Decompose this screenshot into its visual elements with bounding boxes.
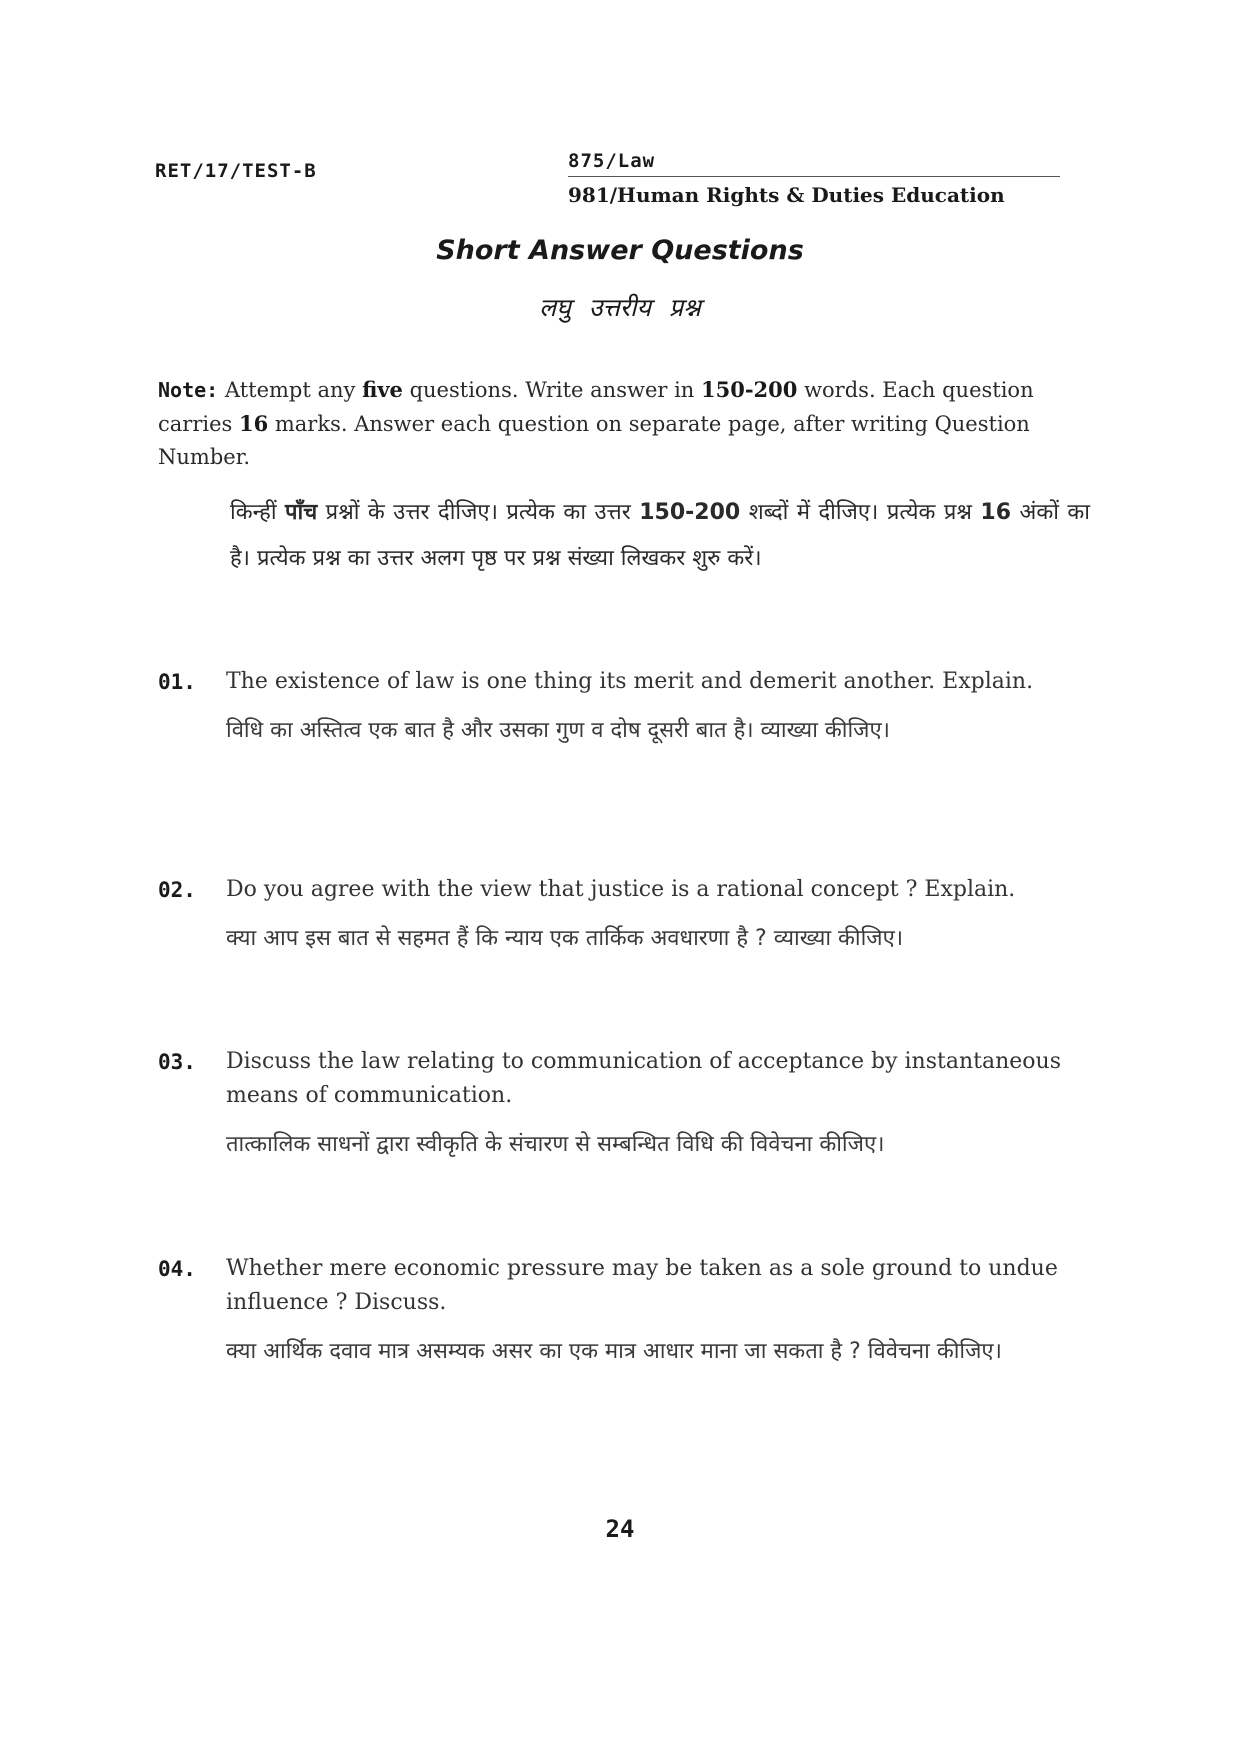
subject-code-law: 875/Law — [568, 150, 1060, 177]
question-4-english: Whether mere economic pressure may be taken as a sole ground to undue influence ? Discuss. — [226, 1256, 1058, 1315]
note-hindi-text-2: प्रश्नों के उत्तर दीजिए। प्रत्येक का उत्तर — [317, 500, 640, 525]
note-hindi-emphasis-five: पाँच — [285, 500, 318, 525]
question-2-english: Do you agree with the view that justice is a rational concept ? Explain. — [226, 877, 1016, 902]
note-hindi-text-1: किन्हीं — [230, 500, 286, 525]
note-text-3: words. Each question carries — [158, 378, 1034, 436]
note-text-4: marks. Answer each question on separate page, after writing Question Number. — [158, 412, 1030, 469]
note-english — [158, 373, 1088, 474]
question-3-english: Discuss the law relating to communication of acceptance by instantaneous means of communication. — [226, 1049, 1061, 1108]
note-hindi-emphasis-words: 150-200 — [639, 500, 741, 525]
question-1-english: The existence of law is one thing its merit and demerit another. Explain. — [226, 669, 1034, 694]
note-hindi-text-4: अंकों का है। प्रत्येक प्रश्न का उत्तर अलग पृष्ठ पर प्रश्न संख्या लिखकर शुरु करें। — [230, 500, 1090, 571]
question-2-number: 02. — [158, 878, 196, 902]
question-3-number: 03. — [158, 1050, 196, 1074]
note-hindi-emphasis-marks: 16 — [980, 500, 1012, 525]
question-3-hindi: तात्कालिक साधनों द्वारा स्वीकृति के संचारण से सम्बन्धित विधि की विवेचना कीजिए। — [226, 1132, 885, 1157]
question-3 — [158, 1045, 1088, 1167]
note-hindi-text-3: शब्दों में दीजिए। प्रत्येक प्रश्न — [740, 500, 981, 525]
question-4-hindi: क्या आर्थिक दवाव मात्र असम्यक असर का एक मात्र आधार माना जा सकता है ? विवेचना कीजिए। — [226, 1339, 1002, 1364]
question-4-english-block — [158, 1252, 1088, 1320]
note-label: Note: — [158, 378, 219, 402]
note-text-1: Attempt any — [218, 378, 363, 402]
exam-code: RET/17/TEST-B — [155, 160, 317, 182]
question-1-hindi: विधि का अस्तित्व एक बात है और उसका गुण व दोष दूसरी बात है। व्याख्या कीजिए। — [226, 718, 891, 743]
section-title: Short Answer Questions — [436, 235, 804, 266]
subject-header — [568, 150, 1068, 207]
question-1-english-block — [158, 665, 1088, 699]
question-4-number: 04. — [158, 1257, 196, 1281]
question-2-english-block — [158, 873, 1088, 907]
page-number: 24 — [605, 1515, 635, 1543]
question-3-english-block — [158, 1045, 1088, 1113]
note-emphasis-marks: 16 — [238, 411, 269, 436]
subject-code-human-rights: 981/Human Rights & Duties Education — [568, 183, 1005, 207]
question-1-number: 01. — [158, 670, 196, 694]
note-emphasis-five: five — [362, 377, 403, 402]
note-text-2: questions. Write answer in — [402, 378, 701, 402]
note-hindi — [230, 490, 1090, 582]
question-1 — [158, 665, 1088, 753]
question-2-hindi: क्या आप इस बात से सहमत हैं कि न्याय एक तार्किक अवधारणा है ? व्याख्या कीजिए। — [226, 926, 904, 951]
question-4 — [158, 1252, 1088, 1374]
section-title-hindi: लघु उत्तरीय प्रश्न — [539, 293, 701, 322]
question-2 — [158, 873, 1088, 961]
note-emphasis-words: 150-200 — [701, 377, 798, 402]
